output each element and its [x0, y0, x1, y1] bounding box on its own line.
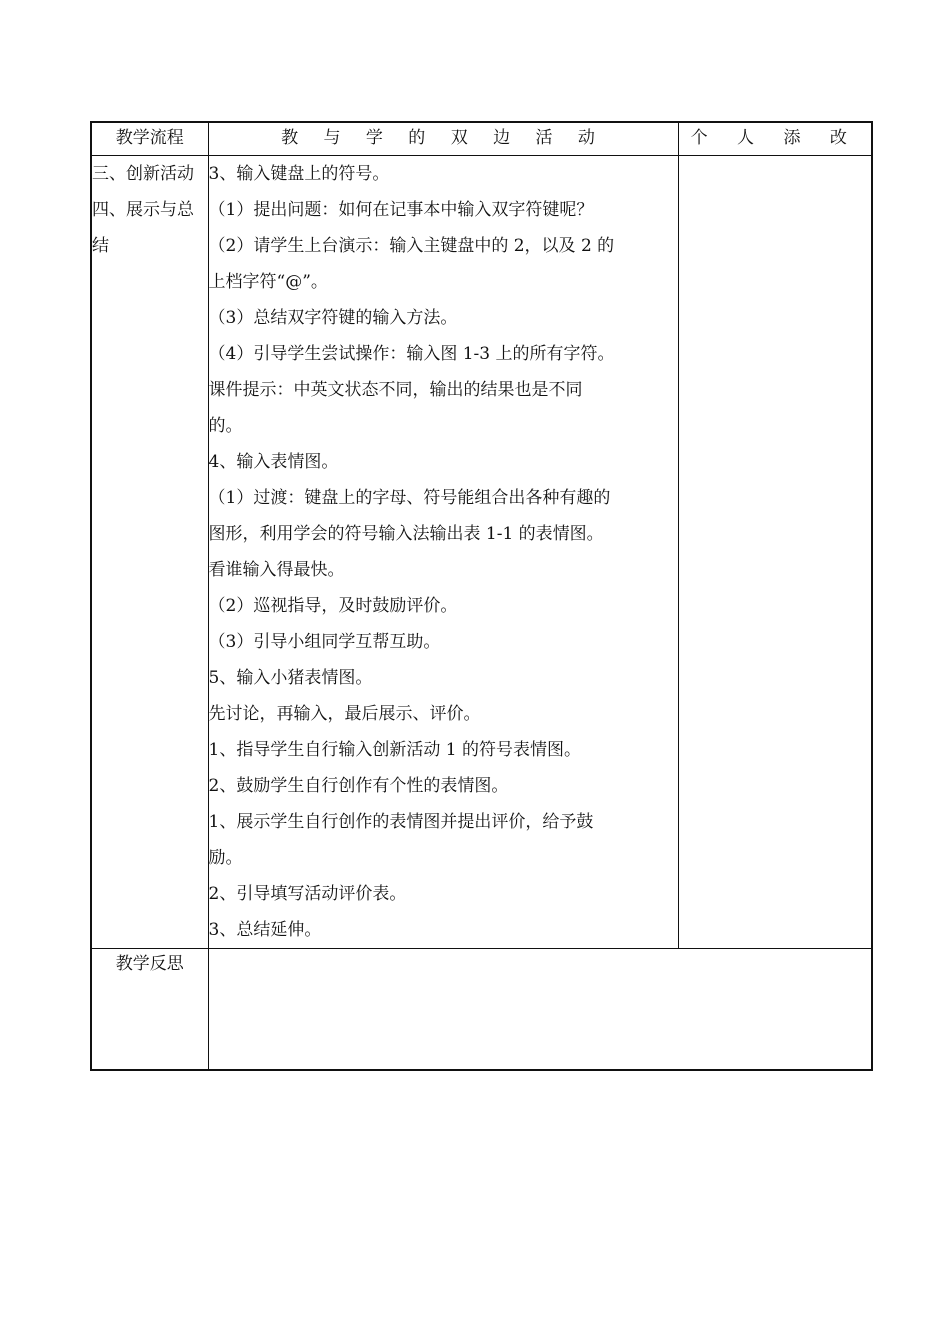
body-row [91, 156, 872, 949]
header-teaching-flow: 教学流程 [91, 122, 208, 156]
content-line: （2）请学生上台演示：输入主键盘中的 2，以及 2 的 [208, 236, 615, 256]
content-line: （1）提出问题：如何在记事本中输入双字符键呢？ [208, 200, 594, 220]
content-line: 3、总结延伸。 [208, 920, 322, 940]
content-line: 图形，利用学会的符号输入法输出表 1-1 的表情图。 [208, 524, 604, 544]
activities-cell [208, 156, 678, 949]
content-line: 1、展示学生自行创作的表情图并提出评价，给予鼓 [208, 812, 594, 832]
content-line: （3）引导小组同学互帮互助。 [208, 632, 441, 652]
personal-edits-cell [678, 156, 872, 949]
phase-line: 结 [92, 236, 109, 256]
header-personal-edits: 个 人 添 改 [678, 122, 872, 156]
content-line: 2、鼓励学生自行创作有个性的表情图。 [208, 776, 509, 796]
reflection-row [91, 949, 872, 1071]
content-line: （4）引导学生尝试操作：输入图 1-3 上的所有字符。 [208, 344, 615, 364]
content-line: 5、输入小猪表情图。 [208, 668, 373, 688]
phase-cell [91, 156, 208, 949]
reflection-label: 教学反思 [91, 949, 208, 1071]
content-line: 课件提示：中英文状态不同，输出的结果也是不同 [208, 380, 583, 400]
content-line: 4、输入表情图。 [208, 452, 339, 472]
content-line: 上档字符“@”。 [208, 272, 328, 292]
content-line: 先讨论，再输入，最后展示、评价。 [208, 704, 481, 724]
lesson-plan-table [90, 121, 873, 1071]
reflection-cell [208, 949, 872, 1071]
content-line: （2）巡视指导，及时鼓励评价。 [208, 596, 458, 616]
content-line: 1、指导学生自行输入创新活动 1 的符号表情图。 [208, 740, 581, 760]
content-line: （3）总结双字符键的输入方法。 [208, 308, 458, 328]
content-line: （1）过渡：键盘上的字母、符号能组合出各种有趣的 [208, 488, 611, 508]
header-activities: 教 与 学 的 双 边 活 动 [208, 122, 678, 156]
content-line: 2、引导填写活动评价表。 [208, 884, 407, 904]
content-line: 励。 [208, 848, 243, 868]
phase-line: 四、展示与总 [92, 200, 194, 220]
header-row [91, 122, 872, 156]
content-line: 的。 [208, 416, 243, 436]
content-line: 看谁输入得最快。 [208, 560, 345, 580]
content-line: 3、输入键盘上的符号。 [208, 164, 390, 184]
phase-line: 三、创新活动 [92, 164, 194, 184]
